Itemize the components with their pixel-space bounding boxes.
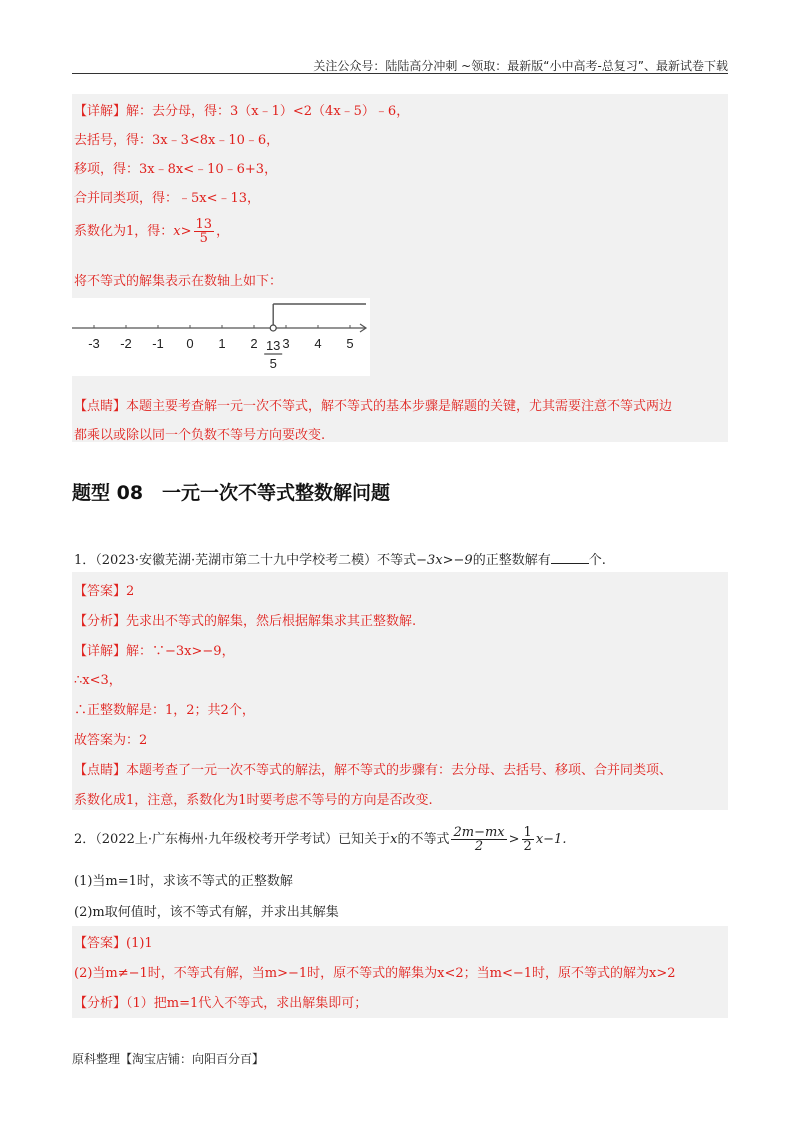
q1-detail-4: 故答案为：2 (74, 733, 148, 748)
q2-part-1: (1)当m=1时，求该不等式的正整数解 (74, 874, 293, 889)
tick-label: -3 (88, 336, 100, 351)
comment-tag: 【点睛】 (74, 399, 127, 414)
q1-detail-1: 【详解】解：∵−3x>−9， (74, 644, 235, 659)
answer-blank (551, 551, 589, 564)
detail-tag: 【详解】 (74, 104, 127, 119)
detail-line-5: 系数化为1，得：x> $\frac{13}{5}$ ， (74, 217, 230, 246)
q2-answer-1: 【答案】(1)1 (74, 936, 153, 951)
tick-label: 5 (346, 336, 354, 351)
fraction-13-5: $\frac{13}{5}$ (195, 217, 213, 246)
point-label-denominator: 5 (269, 356, 277, 371)
comment-line-2: 都乘以或除以同一个负数不等号方向要改变. (74, 428, 326, 443)
tick-label: 2 (250, 336, 258, 351)
comment-line-1: 【点睛】本题主要考查解一元一次不等式，解不等式的基本步骤是解题的关键，尤其需要注意不等式两边 (74, 399, 673, 414)
header-text: 关注公众号：陆陆高分冲刺 ~领取：最新版“小中高考-总复习”、最新试卷下载 (313, 59, 728, 73)
number-line-figure (72, 298, 370, 376)
q1-comment-1: 【点睛】本题考查了一元一次不等式的解法，解不等式的步骤有：去分母、去括号、移项、合并同类项、 (74, 763, 673, 778)
q1-analysis: 【分析】先求出不等式的解集，然后根据解集求其正整数解. (74, 614, 417, 629)
tick-label: 1 (218, 336, 226, 351)
q1-comment-2: 系数化成1，注意，系数化为1时要考虑不等号的方向是否改变. (74, 793, 433, 808)
q1-answer: 【答案】2 (74, 584, 135, 599)
q2-analysis: 【分析】（1）把m=1代入不等式，求出解集即可； (74, 996, 368, 1011)
tick-label: -1 (152, 336, 164, 351)
tick-label: -2 (120, 336, 132, 351)
q2-part-2: (2)m取何值时，该不等式有解，并求出其解集 (74, 905, 339, 920)
q1-detail-3: ∴正整数解是：1，2；共2个， (74, 703, 255, 718)
tick-label: 0 (186, 336, 194, 351)
detail-line-3: 移项，得：3x﹣8x<﹣10﹣6+3， (74, 162, 278, 177)
footer-text: 原科整理【淘宝店铺：向阳百分百】 (72, 1052, 265, 1066)
header-divider (72, 73, 728, 74)
open-circle-point (270, 325, 276, 331)
q2-stem: 2．（2022上·广东梅州·九年级校考开学考试）已知关于x的不等式 $\frac{2m-mx}{2}$ > $\frac{1}{2}$ x−1. (74, 825, 567, 854)
q1-detail-2: ∴x<3， (74, 673, 122, 688)
detail-line-4: 合并同类项，得：﹣5x<﹣13， (74, 191, 261, 206)
q2-answer-2: (2)当m≠−1时，不等式有解，当m>−1时，原不等式的解集为x<2；当m<−1时，原不等式的解为x>2 (74, 966, 676, 981)
detail-line-2: 去括号，得：3x﹣3<8x﹣10﹣6， (74, 133, 280, 148)
tick-label: 4 (314, 336, 322, 351)
tick-label: 3 (282, 336, 290, 351)
fraction-one-half: $\frac{1}{2}$ (523, 825, 532, 854)
q1-stem: 1．（2023·安徽芜湖·芜湖市第二十九中学校考二模）不等式−3x>−9的正整数解有 个. (74, 553, 606, 568)
point-label-numerator: 13 (265, 338, 281, 353)
detail-line-6: 将不等式的解集表示在数轴上如下： (74, 274, 283, 289)
detail-line-1: 【详解】解：去分母，得：3（x﹣1）<2（4x﹣5）﹣6， (74, 104, 410, 119)
section-title: 题型 08 一元一次不等式整数解问题 (72, 482, 391, 504)
fraction-expression: $\frac{2m-mx}{2}$ (453, 825, 505, 854)
